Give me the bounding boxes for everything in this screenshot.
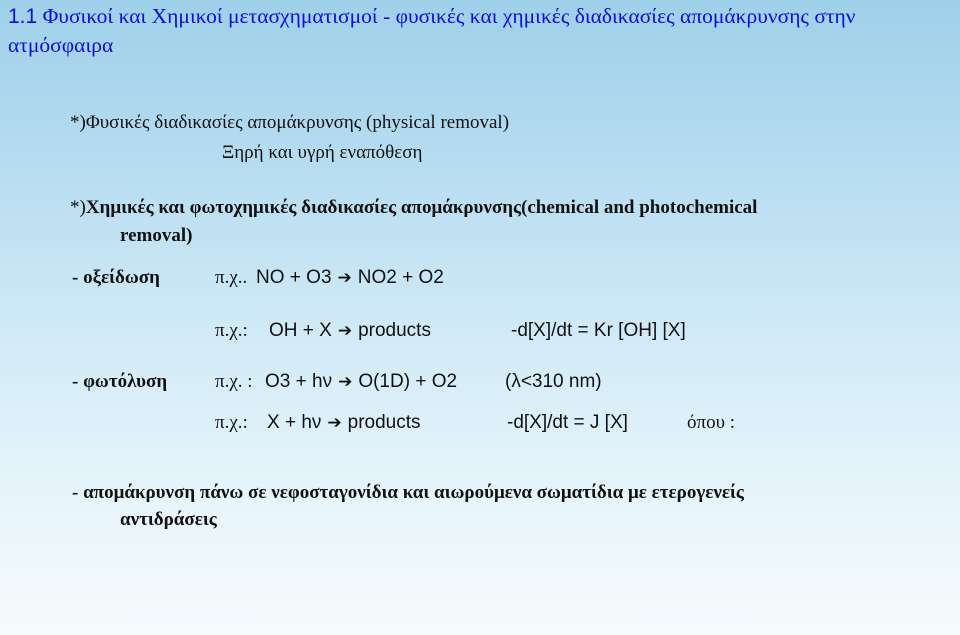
photolysis-ex2-equation [267, 411, 421, 435]
arrow-icon: ➔ [338, 372, 353, 392]
photolysis-ex2-rate: -d[X]/dt = J [X] [507, 412, 628, 433]
oxidation-ex2-prefix: π.χ.: [215, 320, 248, 341]
title-text: Φυσικοί και Χημικοί μετασχηματισμοί - φυσικές και χημικές διαδικασίες απομάκρυνσης στην ατμόσφαιρα [8, 4, 856, 57]
photolysis-ex2-prefix: π.χ.: [215, 412, 248, 433]
oxidation-ex2-products: products [358, 320, 431, 341]
title-number: 1.1 [8, 5, 38, 28]
cloud-line-2: αντιδράσεις [120, 509, 217, 530]
oxidation-example-1 [215, 266, 444, 290]
oxidation-ex1-products: NO2 + O2 [357, 267, 444, 288]
oxidation-ex1-prefix: π.χ.. [215, 267, 248, 288]
physical-bullet: *) [70, 112, 86, 133]
slide-title [8, 2, 948, 59]
physical-heading-line [70, 111, 509, 135]
chemical-heading-line [70, 196, 757, 220]
physical-subtext: Ξηρή και υγρή εναπόθεση [222, 142, 423, 163]
oxidation-label: - οξείδωση [72, 267, 160, 288]
photolysis-ex1-reactants: O3 + hν [265, 371, 333, 392]
physical-heading: Φυσικές διαδικασίες απομάκρυνσης (physical removal) [85, 112, 510, 133]
photolysis-ex2-reactants: X + hν [267, 412, 322, 433]
arrow-icon: ➔ [327, 413, 342, 433]
photolysis-ex1-equation [265, 370, 457, 394]
oxidation-ex1-reactants: NO + O3 [256, 267, 332, 288]
oxidation-ex2-rate: -d[X]/dt = Kr [OH] [X] [511, 320, 686, 341]
arrow-icon: ➔ [337, 268, 352, 288]
photolysis-ex1-note: (λ<310 nm) [505, 371, 602, 392]
chemical-heading-2: removal) [120, 225, 193, 246]
chemical-bullet: *) [70, 197, 86, 218]
oxidation-ex2-reactants: OH + X [269, 320, 332, 341]
photolysis-ex1-products: O(1D) + O2 [358, 371, 458, 392]
oxidation-ex2-equation [269, 319, 431, 343]
photolysis-ex2-note: όπου : [687, 412, 736, 433]
arrow-icon: ➔ [337, 321, 353, 341]
cloud-line-1: - απομάκρυνση πάνω σε νεφοσταγονίδια και αιωρούμενα σωματίδια με ετερογενείς [72, 482, 744, 503]
photolysis-ex2-products: products [347, 412, 421, 433]
chemical-heading-1: Χημικές και φωτοχημικές διαδικασίες απομάκρυνσης(chemical and photochemical [85, 197, 758, 218]
photolysis-ex1-prefix: π.χ. : [215, 371, 253, 392]
photolysis-label: - φωτόλυση [72, 371, 168, 392]
